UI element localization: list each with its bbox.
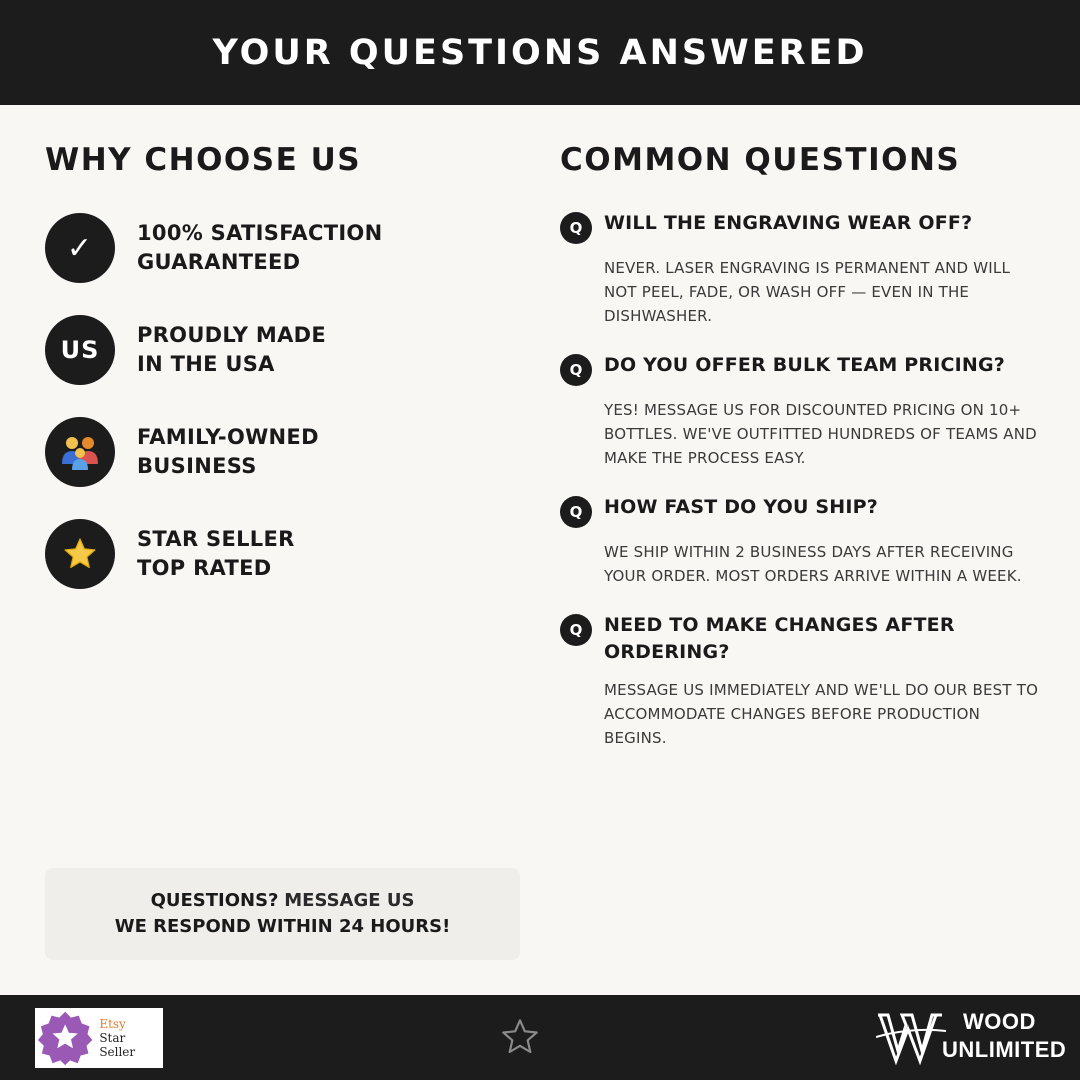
faq-item	[560, 494, 1040, 588]
faq-item	[560, 612, 1040, 750]
feature-item	[45, 315, 525, 385]
etsy-star-seller-badge	[35, 1008, 163, 1068]
faq-question: DO YOU OFFER BULK TEAM PRICING?	[604, 354, 1006, 376]
family-icon	[45, 417, 115, 487]
feature-label: PROUDLY MADE IN THE USA	[137, 323, 327, 376]
faq-question: WILL THE ENGRAVING WEAR OFF?	[604, 212, 973, 234]
feature-label: 100% SATISFACTION GUARANTEED	[137, 221, 383, 274]
star-outline-icon	[500, 1017, 540, 1057]
faq-question: NEED TO MAKE CHANGES AFTER ORDERING?	[604, 614, 955, 663]
header-bar	[0, 0, 1080, 105]
faq-answer: YES! MESSAGE US FOR DISCOUNTED PRICING ON 10+ BOTTLES. WE'VE OUTFITTED HUNDREDS OF TEAMS AND MAKE THE PROCESS EASY.	[604, 401, 1037, 467]
brand-line-1: WOOD	[963, 1009, 1036, 1034]
contact-box	[45, 868, 520, 960]
feature-item	[45, 417, 525, 487]
faq-list	[560, 210, 1040, 774]
q-badge-icon: Q	[560, 212, 592, 244]
why-choose-us-title: WHY CHOOSE US	[45, 142, 362, 178]
w-logo-icon	[876, 1007, 946, 1067]
faq-answer: NEVER. LASER ENGRAVING IS PERMANENT AND WILL NOT PEEL, FADE, OR WASH OFF — EVEN IN THE DISHWASHER.	[604, 259, 1011, 325]
feature-item	[45, 519, 525, 589]
faq-item	[560, 352, 1040, 470]
q-badge-icon: Q	[560, 614, 592, 646]
feature-label: FAMILY-OWNED BUSINESS	[137, 425, 319, 478]
footer-bar	[0, 995, 1080, 1080]
q-badge-icon: Q	[560, 496, 592, 528]
faq-item	[560, 210, 1040, 328]
faq-answer: MESSAGE US IMMEDIATELY AND WE'LL DO OUR BEST TO ACCOMMODATE CHANGES BEFORE PRODUCTION BEGINS.	[604, 681, 1039, 747]
wood-unlimited-logo	[876, 1003, 1067, 1073]
common-questions-title: COMMON QUESTIONS	[560, 142, 961, 178]
q-badge-icon: Q	[560, 354, 592, 386]
feature-item	[45, 213, 525, 283]
etsy-badge-icon	[37, 1009, 93, 1067]
contact-line-1: QUESTIONS? MESSAGE US	[150, 890, 415, 911]
etsy-badge-label: Etsy Star Seller	[99, 1017, 136, 1059]
page-title: YOUR QUESTIONS ANSWERED	[212, 32, 868, 73]
star-icon	[45, 519, 115, 589]
us-icon: US	[45, 315, 115, 385]
feature-label: STAR SELLER TOP RATED	[137, 527, 295, 580]
brand-line-2: UNLIMITED	[942, 1037, 1067, 1062]
faq-answer: WE SHIP WITHIN 2 BUSINESS DAYS AFTER RECEIVING YOUR ORDER. MOST ORDERS ARRIVE WITHIN A WEEK.	[604, 543, 1022, 585]
feature-list	[45, 213, 525, 621]
faq-question: HOW FAST DO YOU SHIP?	[604, 496, 879, 518]
contact-line-2: WE RESPOND WITHIN 24 HOURS!	[114, 916, 451, 937]
checkmark-icon: ✓	[45, 213, 115, 283]
